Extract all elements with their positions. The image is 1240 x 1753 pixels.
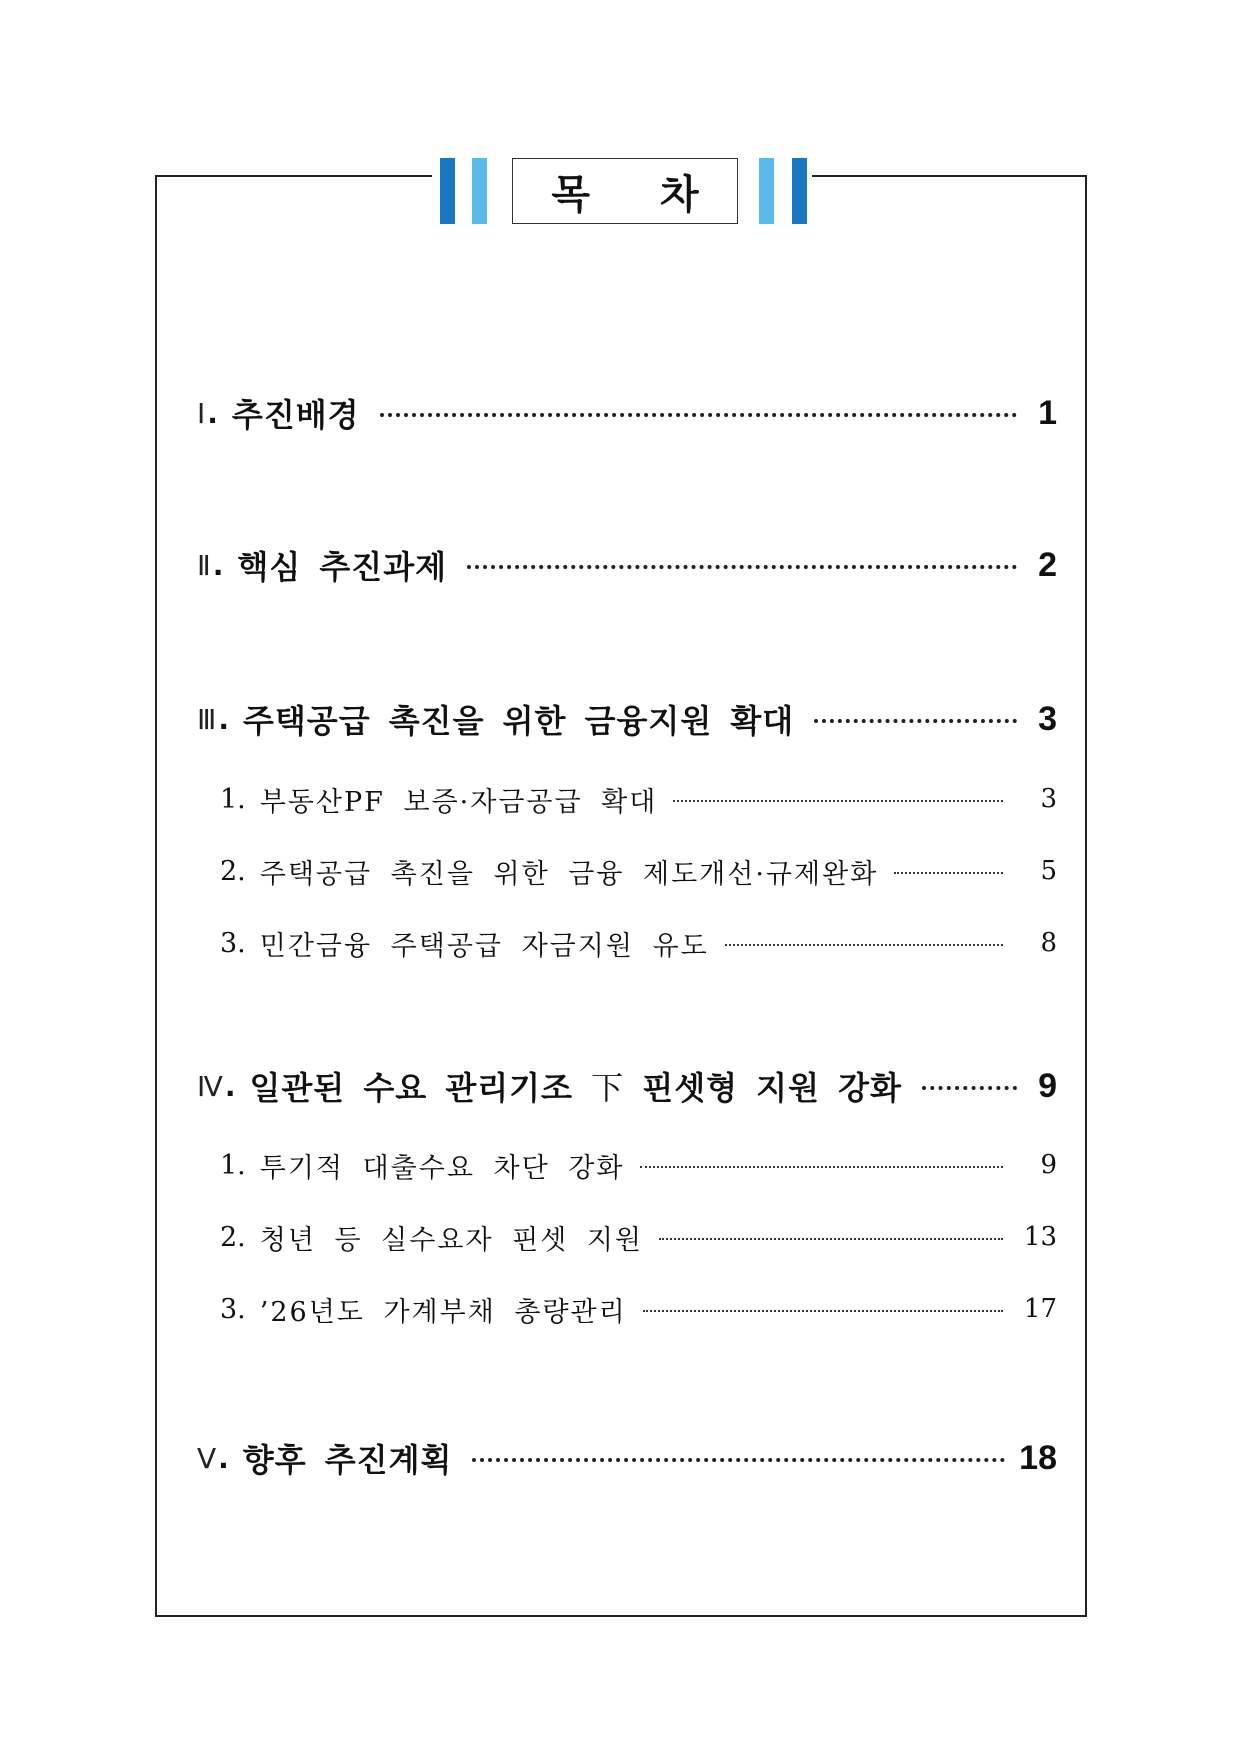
- dot-leader: [814, 715, 1017, 723]
- header-bar-right-inner: [759, 158, 774, 224]
- section-numeral: Ⅴ: [197, 1441, 217, 1475]
- section-numeral: Ⅳ: [197, 1069, 223, 1103]
- item-number: 2.: [220, 855, 246, 887]
- dot-leader: [894, 868, 1003, 874]
- dot-leader: [673, 796, 1003, 802]
- item-page-number: 17: [1023, 1294, 1057, 1324]
- item-title: 주택공급 촉진을 위한 금융 제도개선·규제완화: [259, 858, 879, 890]
- section-page-number: 1: [1038, 393, 1057, 432]
- section-page-number: 18: [1019, 1438, 1057, 1477]
- section-title: 주택공급 촉진을 위한 금융지원 확대: [242, 702, 795, 740]
- dot-leader: [467, 561, 1017, 569]
- item-page-number: 13: [1023, 1222, 1057, 1252]
- section-title: 추진배경: [231, 396, 360, 434]
- dot-leader: [659, 1234, 1003, 1240]
- toc-section-4[interactable]: Ⅳ . 일관된 수요 관리기조 下 핀셋형 지원 강화 9: [197, 1061, 1057, 1111]
- section-page-number: 9: [1038, 1066, 1057, 1105]
- item-page-number: 9: [1040, 1150, 1057, 1180]
- dot-leader: [380, 409, 1017, 417]
- toc-item-3-3[interactable]: [220, 921, 1057, 965]
- section-page-number: 3: [1038, 699, 1057, 738]
- toc-item-4-2[interactable]: [220, 1215, 1057, 1259]
- item-number: 3.: [220, 927, 246, 959]
- item-number: 3.: [220, 1293, 246, 1325]
- item-page-number: 8: [1040, 928, 1057, 958]
- section-title: 일관된 수요 관리기조 下 핀셋형 지원 강화: [249, 1069, 902, 1107]
- section-numeral: Ⅱ: [197, 548, 211, 582]
- toc-section-2[interactable]: Ⅱ . 핵심 추진과제 2: [197, 540, 1057, 590]
- item-page-number: 3: [1040, 784, 1057, 814]
- item-number: 1.: [220, 1149, 246, 1181]
- header-bar-right-outer: [792, 158, 807, 224]
- section-numeral: Ⅲ: [197, 702, 217, 736]
- section-title: 향후 추진계획: [242, 1441, 453, 1479]
- dot-leader: [640, 1162, 1003, 1168]
- toc-item-4-3[interactable]: [220, 1287, 1057, 1331]
- dot-leader: [725, 940, 1003, 946]
- section-title: 핵심 추진과제: [237, 548, 448, 586]
- section-page-number: 2: [1038, 545, 1057, 584]
- dot-leader: [922, 1082, 1017, 1090]
- toc-item-4-1[interactable]: [220, 1143, 1057, 1187]
- item-title: 청년 등 실수요자 핀셋 지원: [259, 1224, 643, 1256]
- item-title: 투기적 대출수요 차단 강화: [259, 1152, 625, 1184]
- item-number: 2.: [220, 1221, 246, 1253]
- item-title: 부동산PF 보증·자금공급 확대: [259, 786, 658, 818]
- item-title: ’26년도 가계부채 총량관리: [259, 1296, 627, 1328]
- toc-section-5[interactable]: Ⅴ . 향후 추진계획 18: [197, 1433, 1057, 1483]
- header-bar-left-inner: [472, 158, 487, 224]
- toc-header: [432, 156, 812, 226]
- toc-item-3-2[interactable]: [220, 849, 1057, 893]
- toc-title: 목 차: [512, 158, 738, 224]
- item-number: 1.: [220, 783, 246, 815]
- toc-section-1[interactable]: Ⅰ . 추진배경 1: [197, 388, 1057, 438]
- section-numeral: Ⅰ: [197, 396, 206, 430]
- toc-section-3[interactable]: Ⅲ . 주택공급 촉진을 위한 금융지원 확대 3: [197, 694, 1057, 744]
- dot-leader: [472, 1454, 1005, 1462]
- header-bar-left-outer: [440, 158, 455, 224]
- item-title: 민간금융 주택공급 자금지원 유도: [259, 930, 709, 962]
- item-page-number: 5: [1040, 856, 1057, 886]
- toc-item-3-1[interactable]: [220, 777, 1057, 821]
- dot-leader: [643, 1306, 1003, 1312]
